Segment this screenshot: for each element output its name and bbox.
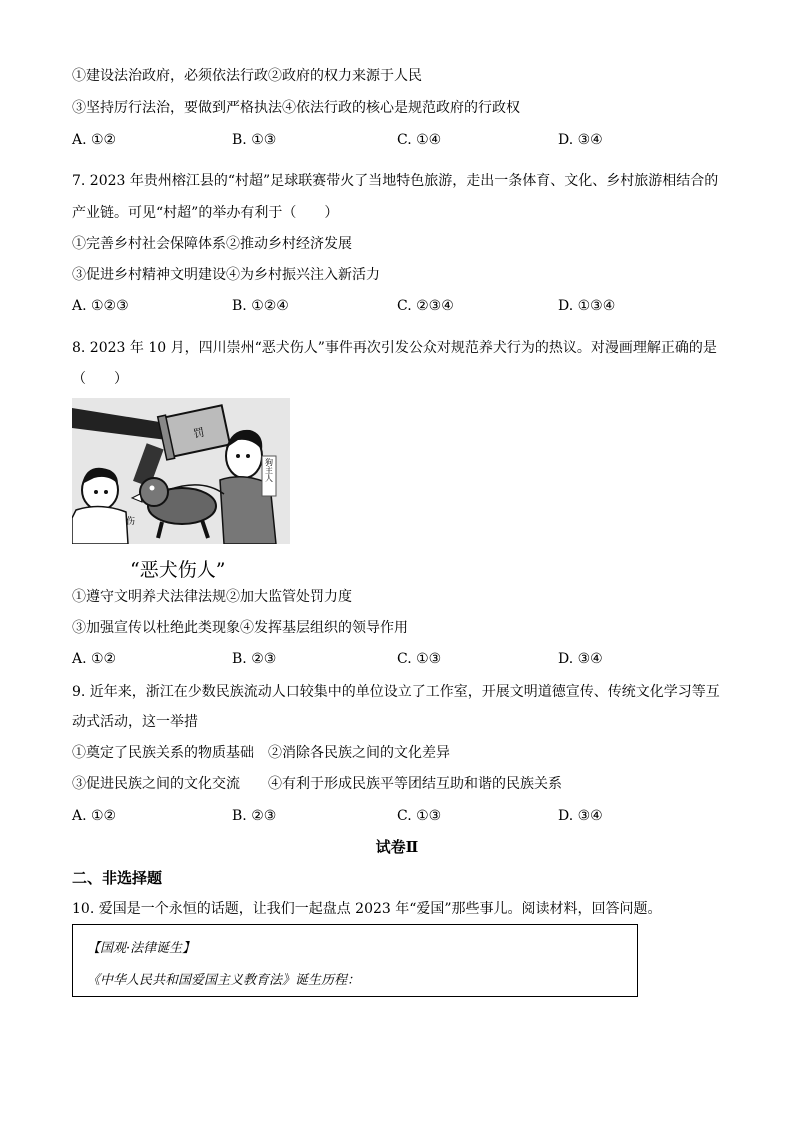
q9-option-d: D. ③④ bbox=[558, 808, 603, 824]
q7-option-a: A. ①②③ bbox=[72, 298, 129, 314]
q9-stem-line-1: 9. 近年来，浙江在少数民族流动人口较集中的单位设立了工作室，开展文明道德宣传、传统文化学习等互 bbox=[72, 684, 720, 700]
q6-option-b: B. ①③ bbox=[232, 132, 277, 148]
q7-option-c: C. ②③④ bbox=[397, 298, 454, 314]
q8-stem-line-1: 8. 2023 年 10 月，四川崇州“恶犬伤人”事件再次引发公众对规范养犬行为的热议。对漫画理解正确的是 bbox=[72, 340, 717, 356]
q8-option-a: A. ①② bbox=[72, 651, 117, 667]
q9-options bbox=[72, 806, 632, 826]
paper-two-title: 试卷Ⅱ bbox=[375, 838, 419, 856]
q8-statement-1-2: ①遵守文明养犬法律法规②加大监管处罚力度 bbox=[72, 589, 352, 605]
q6-options bbox=[72, 130, 632, 150]
victim-label: 伤 bbox=[126, 517, 136, 527]
q8-option-d: D. ③④ bbox=[558, 651, 603, 667]
q7-statement-1-2: ①完善乡村社会保障体系②推动乡村经济发展 bbox=[72, 236, 352, 252]
q7-options bbox=[72, 296, 632, 316]
q6-statement-3-4: ③坚持厉行法治，要做到严格执法④依法行政的核心是规范政府的行政权 bbox=[72, 100, 520, 116]
q8-stem-line-2: （ ） bbox=[72, 371, 128, 387]
q7-stem-line-2: 产业链。可见“村超”的举办有利于（ ） bbox=[72, 205, 339, 221]
q7-stem-line-1: 7. 2023 年贵州榕江县的“村超”足球联赛带火了当地特色旅游，走出一条体育、文化、乡村旅游相结合的 bbox=[72, 173, 719, 189]
q9-option-b: B. ②③ bbox=[232, 808, 277, 824]
q6-option-a: A. ①② bbox=[72, 132, 117, 148]
material-box-line: 《中华人民共和国爱国主义教育法》诞生历程： bbox=[87, 973, 361, 988]
q9-option-c: C. ①③ bbox=[397, 808, 442, 824]
cartoon-caption: “恶犬伤人” bbox=[130, 559, 226, 581]
material-box bbox=[72, 924, 638, 997]
q9-option-a: A. ①② bbox=[72, 808, 117, 824]
q10-stem: 10. 爱国是一个永恒的话题，让我们一起盘点 2023 年“爱国”那些事儿。阅读材料，回答问题。 bbox=[72, 901, 662, 917]
owner-label: 狗主人 bbox=[264, 458, 274, 482]
hammer-label: 罚 bbox=[192, 425, 206, 441]
q9-statement-3-4: ③促进民族之间的文化交流 ④有利于形成民族平等团结互助和谐的民族关系 bbox=[72, 776, 562, 792]
q8-option-b: B. ②③ bbox=[232, 651, 277, 667]
q6-option-c: C. ①④ bbox=[397, 132, 442, 148]
q6-option-d: D. ③④ bbox=[558, 132, 603, 148]
q9-statement-1-2: ①奠定了民族关系的物质基础 ②消除各民族之间的文化差异 bbox=[72, 745, 450, 761]
q8-options bbox=[72, 649, 632, 669]
q7-option-d: D. ①③④ bbox=[558, 298, 616, 314]
q7-statement-3-4: ③促进乡村精神文明建设④为乡村振兴注入新活力 bbox=[72, 267, 380, 283]
q7-option-b: B. ①②④ bbox=[232, 298, 289, 314]
section-title: 二、非选择题 bbox=[72, 869, 163, 887]
q8-option-c: C. ①③ bbox=[397, 651, 442, 667]
q8-statement-3-4: ③加强宣传以杜绝此类现象④发挥基层组织的领导作用 bbox=[72, 620, 408, 636]
q9-stem-line-2: 动式活动，这一举措 bbox=[72, 714, 198, 730]
q6-statement-1-2: ①建设法治政府，必须依法行政②政府的权力来源于人民 bbox=[72, 68, 422, 84]
material-box-title: 【国观·法律诞生】 bbox=[87, 941, 196, 956]
dog-attack-cartoon bbox=[72, 398, 290, 544]
